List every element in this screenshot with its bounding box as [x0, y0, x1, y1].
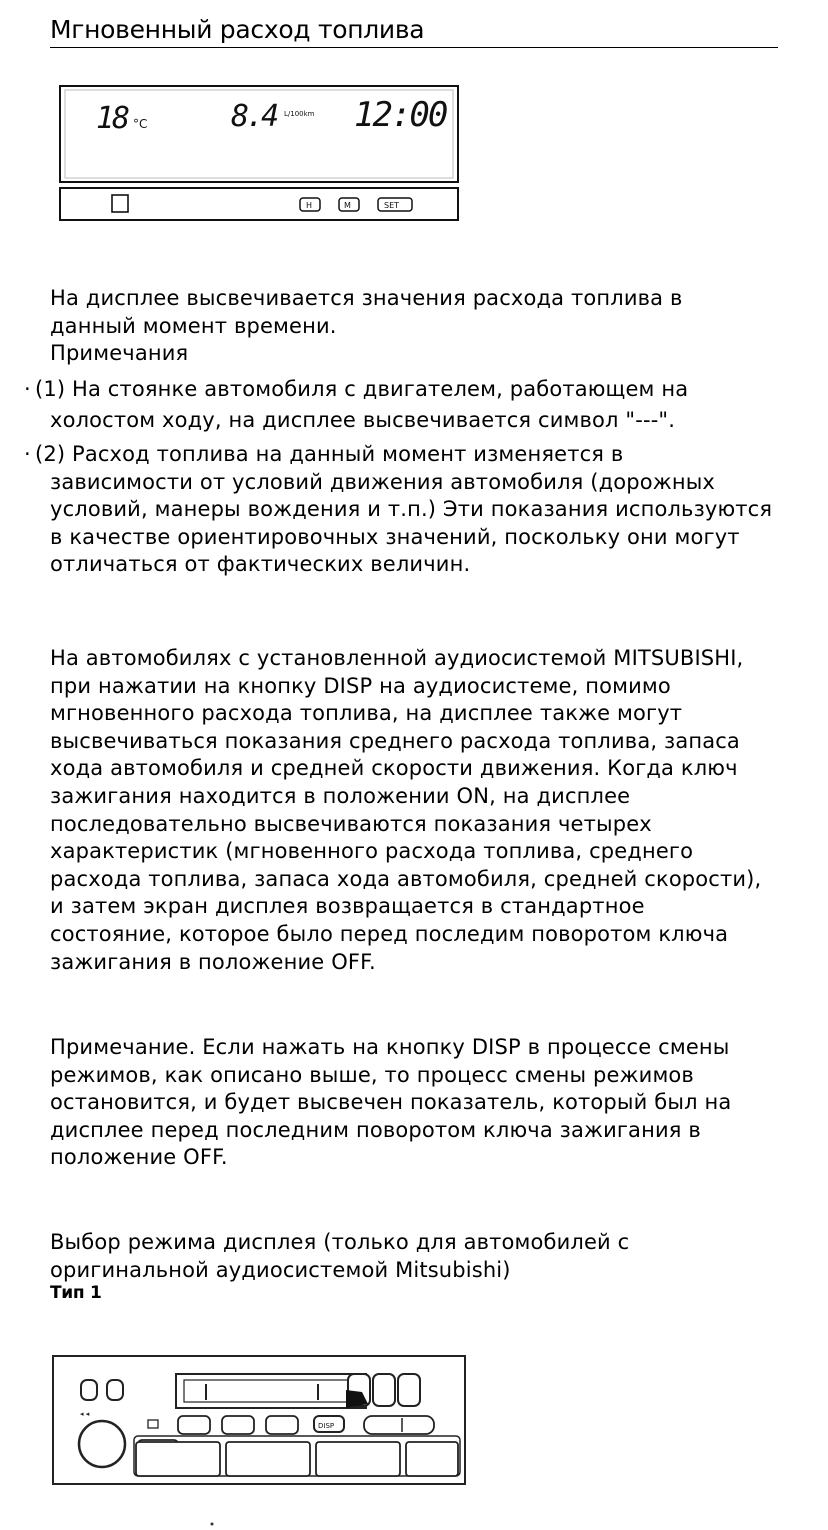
cassette-slot-inner: [184, 1380, 358, 1402]
radio-top-button: [373, 1374, 395, 1406]
page-title: Мгновенный расход топлива: [50, 14, 778, 48]
preset-button: [266, 1416, 298, 1434]
bullet: ·: [24, 442, 31, 466]
remark-paragraph: Примечание. Если нажать на кнопку DISP в процессе смены режимов, как описано выше, то процесс смены режимов остановится, и будет высвечен показатель, который был на дисплее перед последним поворотом ключа зажигания в положение OFF.: [50, 1035, 732, 1170]
bullet: ·: [24, 377, 31, 401]
h-button-label: H: [306, 201, 313, 210]
consumption-value: 8.4: [231, 99, 277, 134]
type-label: Тип 1: [50, 1283, 102, 1303]
notes-heading: Примечания: [50, 341, 189, 366]
audio-paragraph: На автомобилях с установленной аудиосистемой MITSUBISHI, при нажатии на кнопку DISP на аудиосистеме, помимо мгновенного расхода топлива, на дисплее также могут высвечиваться показания среднего расхода топлива, запаса хода автомобиля и средней скорости движения. Когда ключ зажигания находится в положении ON, на дисплее последовательно высвечиваются показания четырех характеристик (мгновенного расхода топлива, среднего расхода топлива, запаса хода автомобиля, средней скорости), и затем экран дисплея возвращается в стандартное состояние, которое было перед последим поворотом ключа зажигания в положение OFF.: [50, 646, 762, 974]
eject-button: [364, 1416, 434, 1434]
note-2: [24, 441, 784, 579]
note-1: [24, 376, 794, 440]
temperature-unit: °C: [133, 117, 148, 131]
radio-illustration: [50, 1350, 470, 1530]
temperature-value: 18: [96, 101, 129, 136]
preset-bar: [406, 1442, 458, 1476]
disp-button-label: DISP: [318, 1422, 335, 1430]
volume-knob: [79, 1421, 125, 1467]
m-button-label: M: [344, 201, 351, 210]
preset-bar: [226, 1442, 310, 1476]
display-indicator-square: [112, 195, 128, 212]
preset-button: [222, 1416, 254, 1434]
radio-small-button: [107, 1380, 123, 1400]
display-illustration: [56, 82, 468, 224]
intro-line-1: На дисплее высвечивается значения расхода топлива в: [50, 286, 683, 310]
radio-knob-label: ◂ ◂: [80, 1410, 90, 1418]
preset-bar: [316, 1442, 400, 1476]
radio-small-button: [81, 1380, 97, 1400]
radio-top-button: [398, 1374, 420, 1406]
note-1-first-line: (1) На стоянке автомобиля с двигателем, работающем на: [35, 377, 689, 401]
intro-paragraph: [50, 285, 790, 368]
consumption-unit: L/100km: [284, 110, 315, 118]
intro-line-2: данный момент времени.: [50, 313, 337, 338]
preset-button: [178, 1416, 210, 1434]
clock-value: 12:00: [354, 95, 447, 135]
mode-selection-heading: Выбор режима дисплея (только для автомобилей с оригинальной аудиосистемой Mitsubishi): [50, 1230, 630, 1282]
note-2-continuation: зависимости от условий движения автомобиля (дорожных условий, манеры вождения и т.п.) Эти показания используются в качестве ориентировочных значений, поскольку они могут отличаться от фактических величин.: [50, 469, 773, 577]
set-button-label: SET: [384, 201, 400, 210]
preset-bar: [136, 1442, 220, 1476]
radio-indicator: [148, 1420, 158, 1428]
note-2-first-line: (2) Расход топлива на данный момент изменяется в: [35, 442, 624, 466]
scan-speck: [211, 1523, 214, 1526]
note-1-continuation: холостом ходу, на дисплее высвечивается символ "---".: [50, 407, 676, 432]
